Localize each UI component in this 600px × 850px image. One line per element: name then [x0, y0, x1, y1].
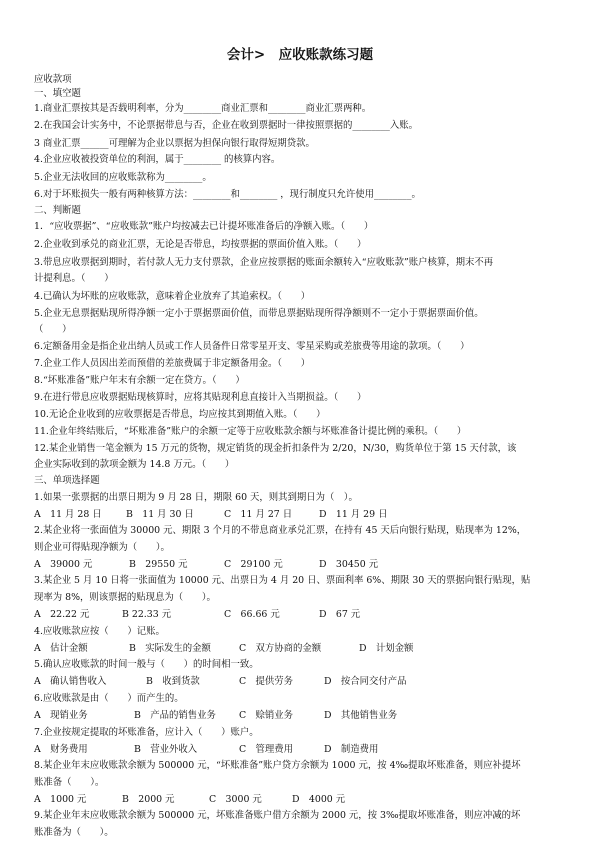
option-a: A 现销业务 — [34, 710, 88, 721]
document-title: 会计> 应收账款练习题 — [226, 47, 374, 63]
option-c: C 管理费用 — [239, 744, 294, 755]
judge-question: 8.“坏账准备”账户年末有余额一定在贷方。（ ） — [34, 375, 245, 386]
option-c: C 29100 元 — [224, 559, 283, 570]
option-c: C 赊销业务 — [239, 710, 294, 721]
choice-options-5 — [34, 675, 574, 688]
choice-question-1: 1.如果一张票据的出票日期为 9 月 28 日，期限 60 天，则其到期日为（ ）。 — [34, 492, 358, 503]
judge-question: 10.无论企业收到的应收票据是否带息，均应按其到期值入账。（ ） — [34, 409, 326, 420]
option-c: C 3000 元 — [209, 794, 262, 805]
judge-question-continued: 计提利息。（ ） — [34, 273, 114, 284]
choice-options-1 — [34, 508, 574, 521]
judge-question-continued: （ ） — [34, 324, 72, 335]
choice-question-9: 9.某企业年末应收账款余额为 500000 元，坏账准备账户借方余额为 2000 元，按 3‰提取坏账准备，则应冲减的坏 — [34, 810, 521, 821]
option-a: A 22.22 元 — [34, 609, 90, 620]
choice-question-2: 2.某企业将一张面值为 30000 元、期限 3 个月的不带息商业承兑汇票，在持有 45 天后向银行贴现，贴现率为 12%， — [34, 525, 527, 536]
option-d: D 30450 元 — [319, 559, 379, 570]
judge-question: 4.已确认为坏账的应收账款，意味着企业放弃了其追索权。（ ） — [34, 291, 311, 302]
option-b: B 产品的销售业务 — [134, 710, 216, 721]
judge-question: 3.带息应收票据到期时，若付款人无力支付票款，企业应按票据的账面余额转入“应收账款”账户核算，期末不再 — [34, 257, 494, 268]
option-a: A 39000 元 — [34, 559, 93, 570]
fill-question: 6.对于坏账损失一般有两种核算方法：________和________ ，现行制度只允许使用________。 — [34, 189, 421, 200]
judge-question: 9.在进行带息应收票据贴现核算时，应将其贴现利息直接计入当期损益。（ ） — [34, 392, 367, 403]
judge-question: 11.企业年终结账后，“坏账准备”账户的余额一定等于应收账款余额与坏账准备计提比例的乘积。（ ） — [34, 426, 467, 437]
option-b: B 22.33 元 — [122, 609, 172, 620]
fill-question: 1.商业汇票按其是否载明利率，分为________商业汇票和________商业汇票两种。 — [34, 103, 372, 114]
option-c: C 11 月 27 日 — [224, 509, 293, 520]
option-b: B 收到货款 — [146, 676, 200, 687]
choice-question-5: 5.确认应收账款的时间一般与（ ）的时间相一致。 — [34, 659, 259, 670]
option-d: D 11 月 29 日 — [319, 509, 388, 520]
fill-question: 3 商业汇票______可理解为企业以票据为担保向银行取得短期贷款。 — [34, 138, 315, 149]
judge-question: 2.企业收到承兑的商业汇票，无论是否带息，均按票据的票面价值入账。（ ） — [34, 239, 367, 250]
option-b: B 11 月 30 日 — [126, 509, 194, 520]
option-a: A 确认销售收入 — [34, 676, 107, 687]
choice-question-3-continued: 现率为 8%，则该票据的贴现息为（ ）。 — [34, 592, 216, 603]
judge-question-continued: 企业实际收到的款项金额为 14.8 万元。（ ） — [34, 459, 235, 470]
fill-question: 4.企业应收被投资单位的利润，属于________ 的核算内容。 — [34, 154, 281, 165]
option-c: C 66.66 元 — [224, 609, 280, 620]
option-b: B 2000 元 — [122, 794, 175, 805]
judge-question: 12.某企业销售一笔金额为 15 万元的货物，规定销货的现金折扣条件为 2/20，N/30，购货单位于第 15 天付款，该 — [34, 443, 517, 454]
judge-question: 7.企业工作人员因出差而预借的差旅费属于非定额备用金。（ ） — [34, 358, 311, 369]
choice-options-7 — [34, 743, 574, 756]
option-b: B 实际发生的金额 — [129, 643, 211, 654]
subject-heading: 应收款项 — [34, 74, 72, 85]
choice-options-6 — [34, 709, 574, 722]
section-heading-fill-in: 一、填空题 — [34, 88, 81, 99]
choice-question-8-continued: 账准备（ ）。 — [34, 777, 105, 788]
option-d: D 按合同交付产品 — [324, 676, 407, 687]
choice-question-7: 7.企业按规定提取的坏账准备，应计入（ ）账户。 — [34, 727, 259, 738]
option-d: D 67 元 — [319, 609, 361, 620]
choice-options-3 — [34, 608, 574, 621]
option-d: D 计划金额 — [359, 643, 414, 654]
choice-options-2 — [34, 558, 574, 571]
option-c: C 双方协商的金额 — [239, 643, 322, 654]
fill-question: 2.在我国会计实务中，不论票据带息与否，企业在收到票据时一律按照票据的________入账。 — [34, 120, 418, 131]
choice-question-9-continued: 账准备为（ ）。 — [34, 827, 114, 838]
option-a: A 1000 元 — [34, 794, 87, 805]
choice-question-4: 4.应收账款应按（ ）记账。 — [34, 626, 165, 637]
choice-question-8: 8.某企业年末应收账款余额为 500000 元，“坏账准备”账户贷方余额为 1000 元，按 4‰提取坏账准备，则应补提坏 — [34, 760, 521, 771]
choice-options-8 — [34, 793, 574, 806]
choice-question-3: 3.某企业 5 月 10 日将一张面值为 10000 元、出票日为 4 月 20 日、票面利率 6%、期限 30 天的票据向银行贴现，贴 — [34, 575, 531, 586]
option-d: D 其他销售业务 — [324, 710, 398, 721]
choice-question-6: 6.应收账款是由（ ）而产生的。 — [34, 693, 184, 704]
option-d: D 制造费用 — [324, 744, 379, 755]
option-a: A 财务费用 — [34, 744, 88, 755]
judge-question: 5.企业无息票据贴现所得净额一定小于票据票面价值，而带息票据贴现所得净额则不一定小于票据票面价值。 — [34, 308, 484, 319]
judge-question: 6.定额备用金是指企业出纳人员或工作人员备件日常零星开支、零星采购或差旅费等用途的款项。（ ） — [34, 341, 470, 352]
option-b: B 营业外收入 — [134, 744, 198, 755]
section-heading-multiple-choice: 三、单项选择题 — [34, 475, 100, 486]
choice-question-2-continued: 则企业可得贴现净额为（ ）。 — [34, 542, 170, 553]
section-heading-true-false: 二、判断题 — [34, 205, 81, 216]
option-b: B 29550 元 — [129, 559, 188, 570]
fill-question: 5.企业无法收回的应收账款称为________。 — [34, 172, 212, 183]
judge-question: 1．“应收票据”、“应收账款”账户均按减去已计提坏账准备后的净额入账。（ ） — [34, 221, 374, 232]
option-a: A 11 月 28 日 — [34, 509, 102, 520]
option-a: A 估计金额 — [34, 643, 88, 654]
option-d: D 4000 元 — [292, 794, 346, 805]
choice-options-4 — [34, 642, 574, 655]
option-c: C 提供劳务 — [239, 676, 294, 687]
